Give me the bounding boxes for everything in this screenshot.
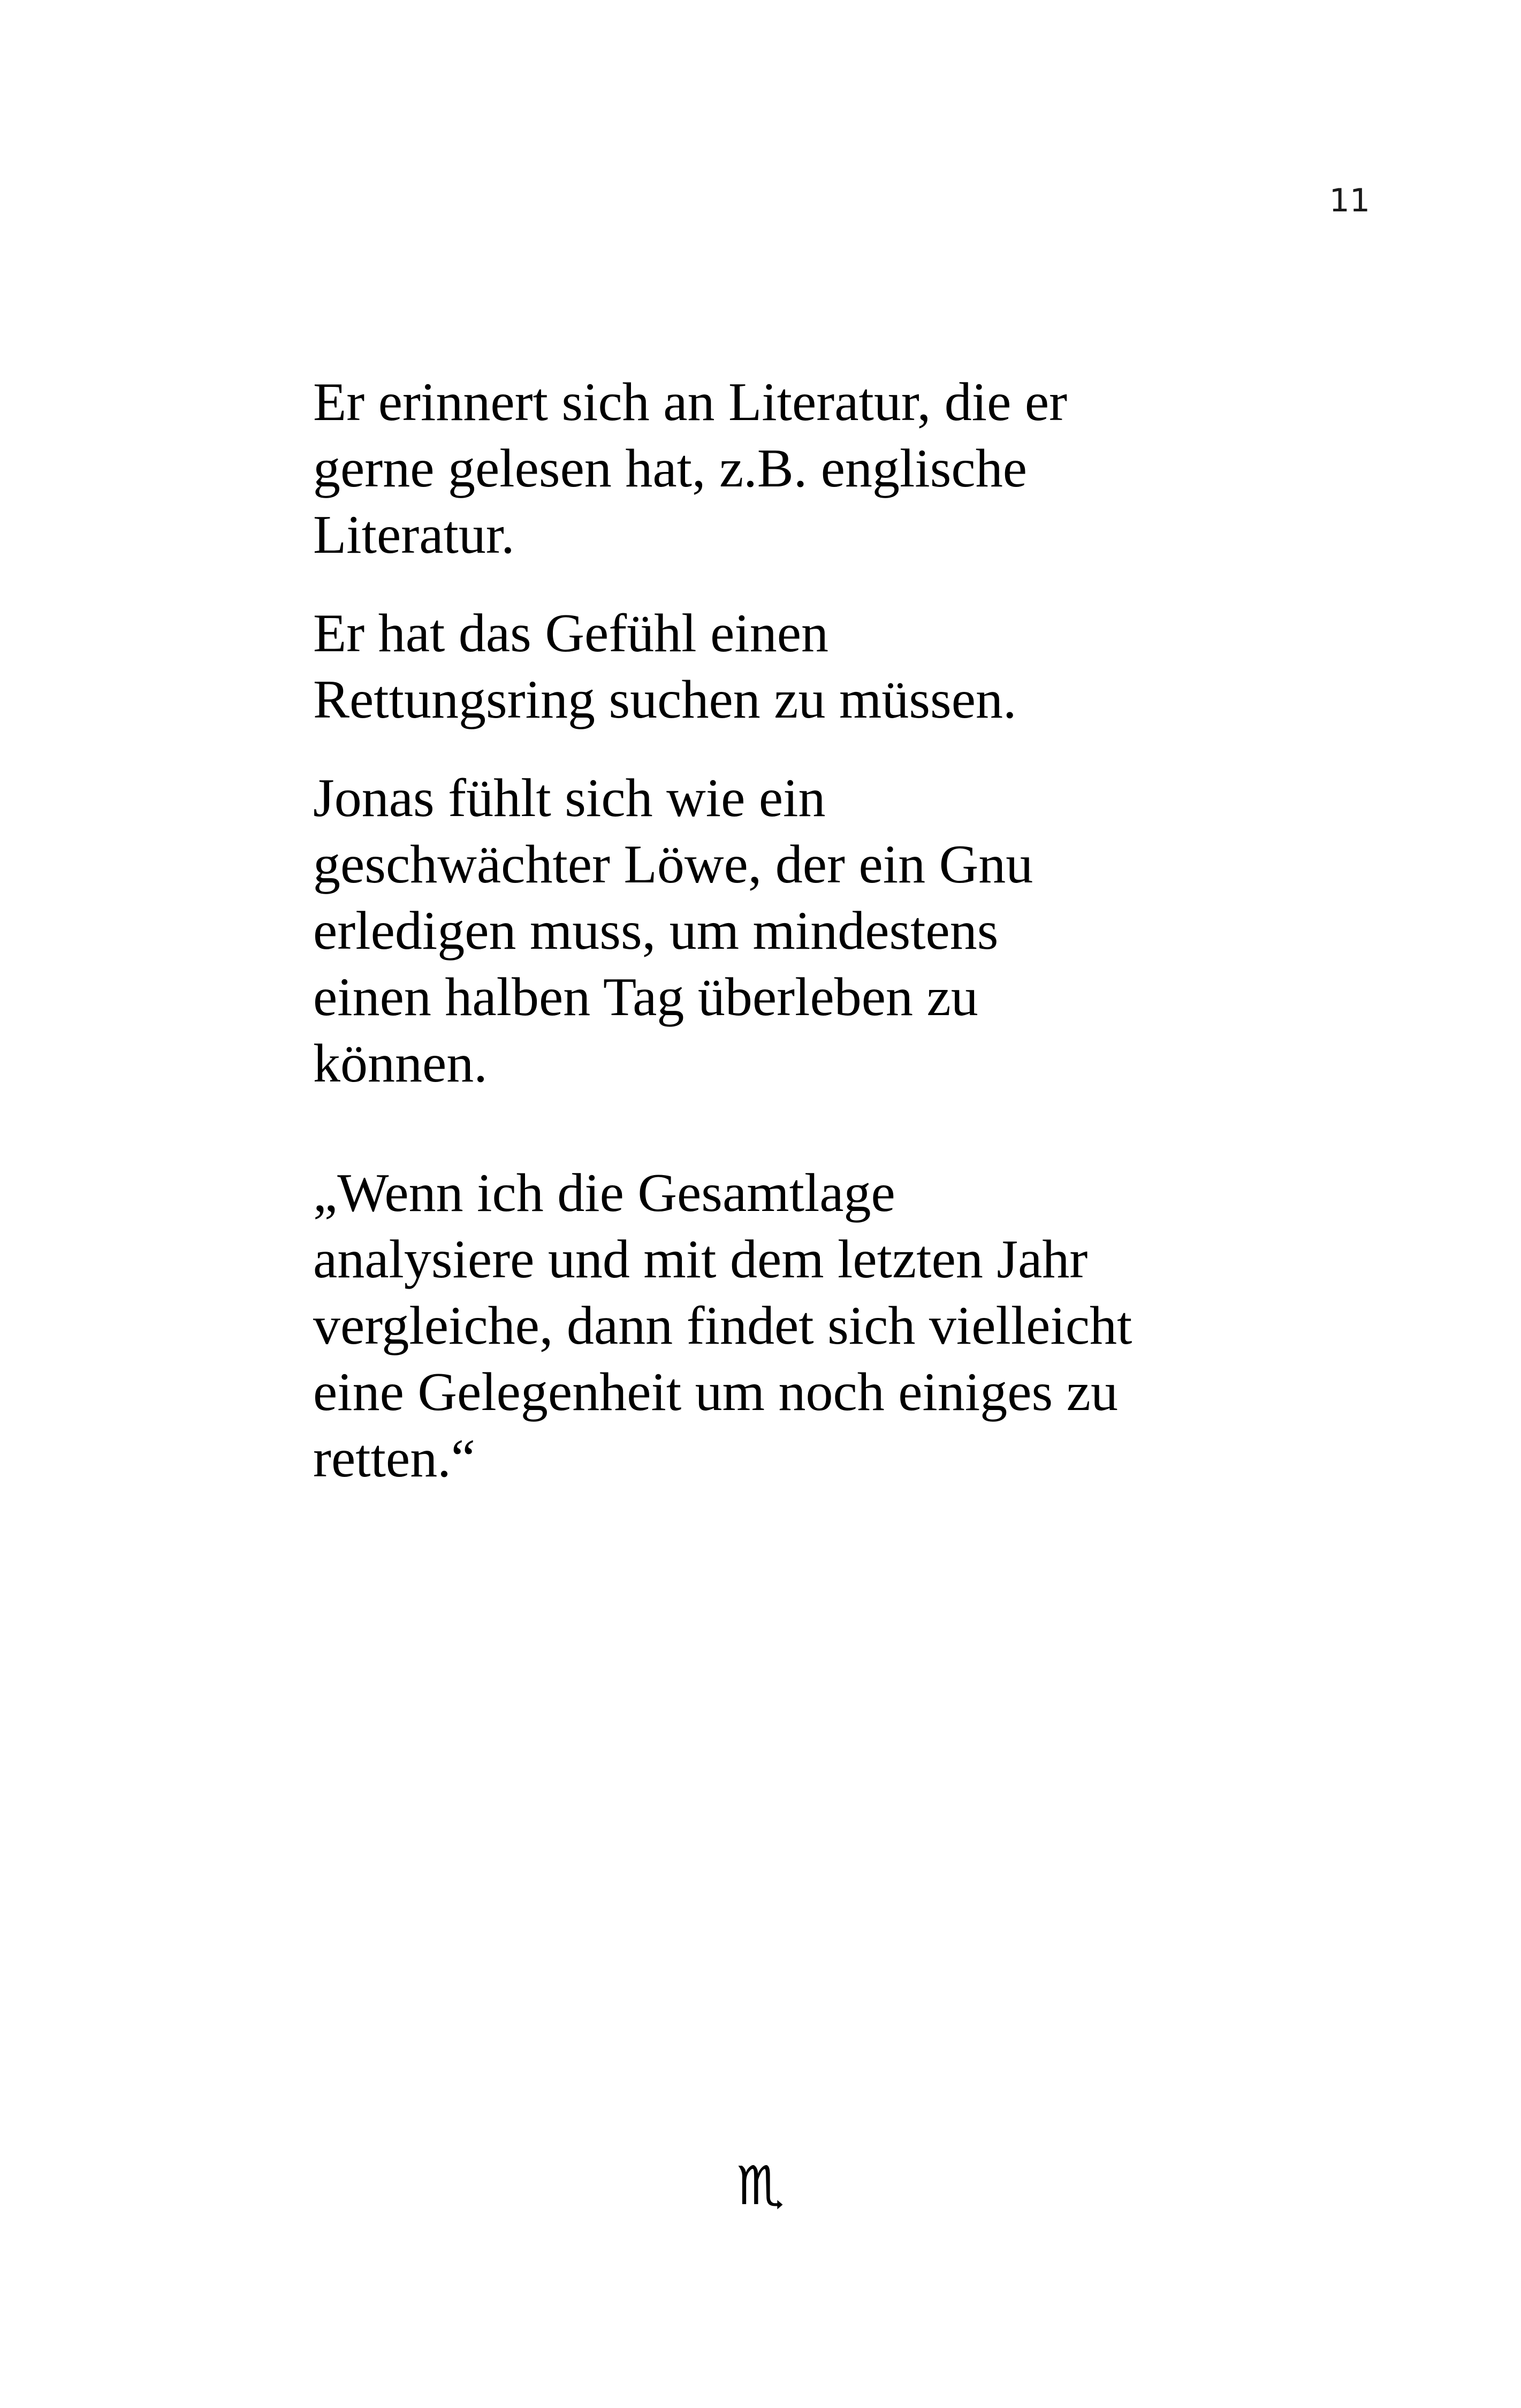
scorpio-icon: ♏ xyxy=(736,2154,785,2217)
paragraph-lion: Jonas fühlt sich wie ein geschwächter Löwe, der ein Gnu erledigen muss, um mindestens einen halben Tag überleben zu können. xyxy=(313,768,1033,1094)
paragraph-literature: Er erinnert sich an Literatur, die er gerne gelesen hat, z.B. englische Literatur. xyxy=(313,372,1068,565)
body-text xyxy=(313,369,1287,1524)
paragraph-lifebuoy: Er hat das Gefühl einen Rettungsring suchen zu müssen. xyxy=(313,603,1017,730)
paragraph-quote: „Wenn ich die Gesamtlage analysiere und mit dem letzten Jahr vergleiche, dann findet sich vielleicht eine Gelegenheit um noch einiges zu retten.“ xyxy=(313,1163,1132,1489)
page-number: 11 xyxy=(1329,182,1370,219)
